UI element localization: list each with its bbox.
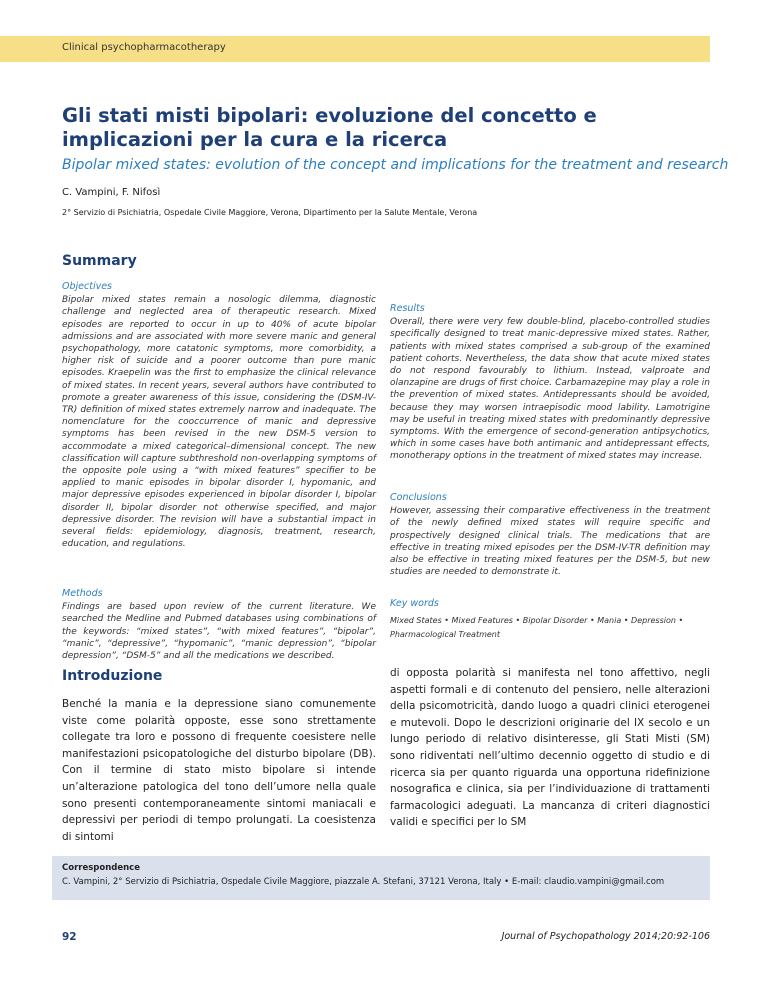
- correspondence-label: Correspondence: [62, 863, 140, 873]
- conclusions-section: [390, 492, 710, 578]
- objectives-text: Bipolar mixed states remain a nosologic dilemma, diagnostic challenge and neglected area of therapeutic research. Mixed episodes are reported to occur in up to 40% of acute bipolar admissions and are associated with more severe manic and general psychopathology, more catatonic symptoms, more comorbidity, a higher risk of suicide and a poorer outcome than pure manic episodes. Kraepelin was the first to emphasize the clinical relevance of mixed states. In recent years, several authors have contributed to promote a greater awareness of this issue, considering the (DSM-IV-TR) definition of mixed states extremely narrow and inadequate. The nomenclature for the cooccurrence of manic and depressive symptoms has been revised in the new DSM-5 version to accommodate a mixed categorical–dimensional concept. The new classification will capture subthreshold non-overlapping symptoms of the opposite pole using a “with mixed features” specifier to be applied to manic episodes in bipolar disorder I, hypomanic, and major depressive episodes experienced in bipolar disorder I, bipolar disorder II, bipolar disorder not otherwise specified, and major depressive disorder. The revision will have a substantial impact in several fields: epidemiology, diagnosis, treatment, research, education, and regulations.: [62, 295, 376, 550]
- conclusions-heading: Conclusions: [390, 492, 447, 503]
- keywords-heading: Key words: [390, 598, 439, 609]
- methods-heading: Methods: [62, 588, 103, 599]
- intro-paragraph-col2: di opposta polarità si manifesta nel tono affettivo, negli aspetti formali e di contenuto del pensiero, nelle alterazioni della psicomotricità, dando luogo a quadri clinici eterogenei e mutevoli. Dopo le descrizioni originarie del IX secolo e un lungo periodo di relativo disinteresse, gli Stati Misti (SM) sono ridiventati nell’ultimo decennio oggetto di studio e di ricerca sia per quanto riguarda una opportuna ridefinizione nosografica e clinica, sia per l’individuazione di trattamenti farmacologici adeguati. La mancanza di criteri diagnostici validi e specifici per lo SM: [390, 667, 710, 829]
- correspondence-text: C. Vampini, 2° Servizio di Psichiatria, Ospedale Civile Maggiore, piazzale A. Stefani, 37121 Verona, Italy • E-mail: claudio.vampini@gmail.com: [62, 877, 665, 887]
- intro-heading: Introduzione: [62, 668, 163, 684]
- methods-text: Findings are based upon review of the current literature. We searched the Medline and Pubmed databases using combinations of the keywords: “mixed states”, “with mixed features”, “bipolar”, “manic”, “depressive”, “hypomanic”, “manic depression”, “bipolar depression”, “DSM-5” and all the medications we described.: [62, 602, 376, 662]
- journal-citation: Journal of Psychopathology 2014;20:92-106: [501, 931, 710, 942]
- objectives-heading: Objectives: [62, 281, 112, 292]
- authors: C. Vampini, F. Nifosì: [62, 187, 161, 198]
- page-number: 92: [62, 931, 77, 943]
- section-label: Clinical psychopharmacotherapy: [62, 42, 226, 53]
- summary-heading: Summary: [62, 253, 137, 269]
- methods-section: [62, 588, 376, 662]
- correspondence-box: [52, 856, 710, 900]
- affiliation: 2° Servizio di Psichiatria, Ospedale Civile Maggiore, Verona, Dipartimento per la Salute Mentale, Verona: [62, 208, 478, 217]
- article-subtitle: Bipolar mixed states: evolution of the concept and implications for the treatment and research: [62, 157, 729, 173]
- results-heading: Results: [390, 303, 425, 314]
- results-text: Overall, there were very few double-blind, placebo-controlled studies specifically designed to treat manic-depressive mixed states. Rather, patients with mixed states comprised a sub-group of the examined patient cohorts. Nevertheless, the data show that acute mixed states do not respond favourably to lithium. Instead, valproate and olanzapine are drugs of first choice. Carbamazepine may play a role in the prevention of mixed states. Antidepressants should be avoided, because they may worsen intraepisodic mood lability. Lamotrigine may be useful in treating mixed states with predominantly depressive symptoms. With the emergence of second-generation antipsychotics, which in some cases have both antimanic and antidepressant effects, monotherapy options in the treatment of mixed states may increase.: [390, 317, 710, 462]
- article-title: Gli stati misti bipolari: evoluzione del concetto e implicazioni per la cura e la ricerca: [62, 104, 597, 151]
- objectives-section: [62, 281, 376, 550]
- conclusions-text: However, assessing their comparative effectiveness in the treatment of the newly defined mixed states will require specific and prospectively designed clinical trials. The medications that are effective in treating mixed episodes per the DSM-IV-TR definition may also be effective in treating mixed features per the DSM-5, but new studies are needed to demonstrate it.: [390, 506, 710, 578]
- section-header-band: [0, 36, 710, 62]
- results-section: [390, 303, 710, 463]
- keywords-text: Mixed States • Mixed Features • Bipolar Disorder • Mania • Depression • Pharmacological Treatment: [390, 616, 684, 639]
- intro-paragraph-col1: Benché la mania e la depressione siano comunemente viste come polarità opposte, esse sono strettamente collegate tra loro e possono di frequente coesistere nelle manifestazioni psicopatologiche del disturbo bipolare (DB). Con il termine di stato misto bipolare si intende un’alterazione patologica del tono dell’umore nella quale sono presenti contemporaneamente sintomi maniacali e depressivi per periodi di tempo prolungati. La coesistenza di sintomi: [62, 698, 376, 843]
